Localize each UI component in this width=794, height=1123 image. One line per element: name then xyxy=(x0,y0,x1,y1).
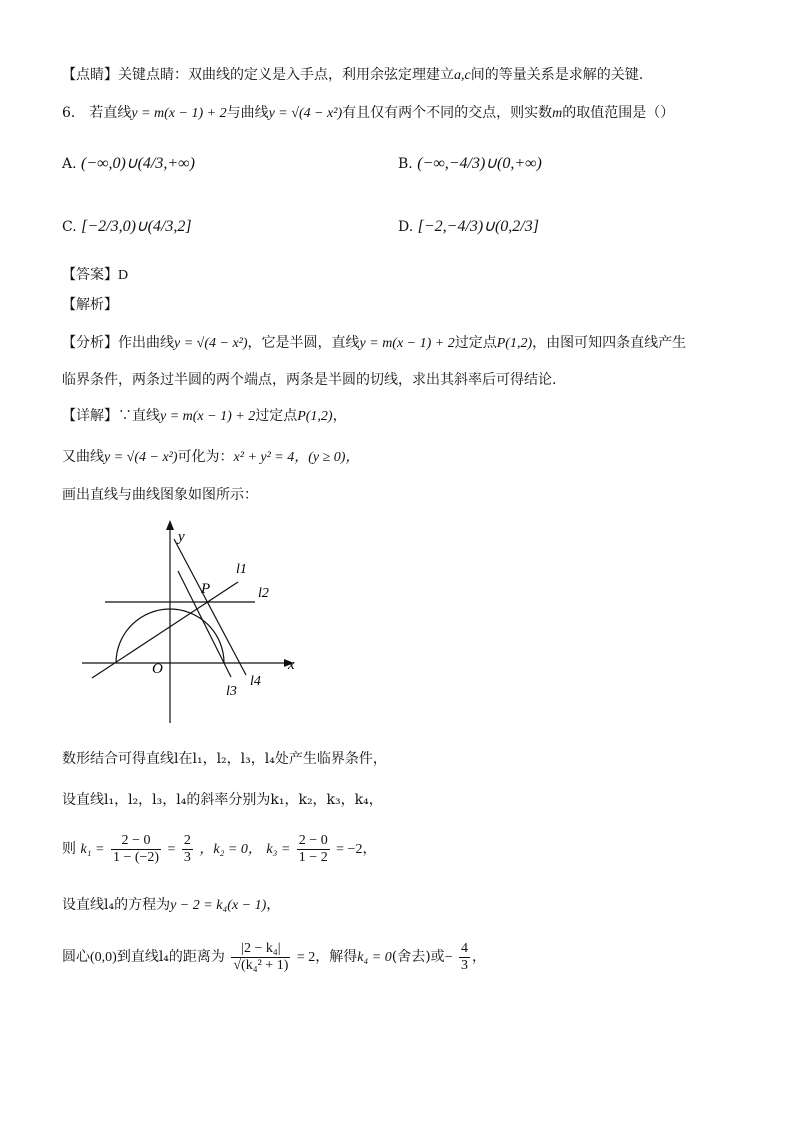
xiangjie-text-b: 过定点 xyxy=(255,408,298,424)
p-label: P xyxy=(201,581,211,597)
k4-frac xyxy=(459,941,470,974)
line-l4 xyxy=(174,539,246,675)
question-var: m xyxy=(552,106,563,121)
fenxi-line2: 临界条件，两条过半圆的两个端点，两条是半圆的切线，求出其斜率后可得结论. xyxy=(62,372,557,388)
xiangjie-line2-b: 可化为： xyxy=(177,449,234,465)
l5-a: 圆心 xyxy=(62,949,90,965)
l5-center: (0,0) xyxy=(90,950,117,965)
option-d xyxy=(398,215,539,239)
fenxi-point: P(1,2) xyxy=(496,336,533,351)
l3-label: l3 xyxy=(226,684,237,699)
distance-num: |2 − k₄| xyxy=(231,941,290,958)
option-a xyxy=(62,152,195,176)
question-text-a: 若直线 xyxy=(89,105,132,121)
answer-tag: 【答案】 xyxy=(62,267,118,283)
question-text-c: 有且仅有两个不同的交点，则实数 xyxy=(342,105,553,121)
y-axis-arrow xyxy=(166,520,174,530)
l5-b: 到直线l₄的距离为 xyxy=(116,949,225,965)
after-line-1 xyxy=(62,747,387,771)
note-tag: 【点睛】 xyxy=(62,67,118,83)
l4-label: l4 xyxy=(250,674,261,689)
option-d-value: [−2,−4/3)∪(0,2/3] xyxy=(417,218,539,235)
answer-value: D xyxy=(118,268,129,283)
fenxi-line-2 xyxy=(62,368,556,392)
l5-neg: − xyxy=(444,950,453,965)
after-l2: 设直线l₁，l₂，l₃，l₄的斜率分别为k₁，k₂，k₃，k₄， xyxy=(62,792,383,808)
fenxi-line-1 xyxy=(62,331,686,356)
k1-den: 1 − (−2) xyxy=(112,849,160,865)
xiangjie-text-a: ∵直线 xyxy=(118,408,160,424)
after-line-2 xyxy=(62,788,383,812)
xiangjie-tag: 【详解】 xyxy=(62,408,118,424)
l5-end: ， xyxy=(472,949,487,965)
option-c xyxy=(62,215,192,239)
figure xyxy=(70,515,310,730)
k4-den: 3 xyxy=(461,957,469,973)
k1-val-den: 3 xyxy=(183,849,191,865)
k1-val-num: 2 xyxy=(183,832,191,848)
distance-eq: = 2 xyxy=(296,950,316,965)
xiangjie-line-3 xyxy=(62,483,258,507)
xiangjie-line3: 画出直线与曲线图象如图所示： xyxy=(62,487,258,503)
k1-frac xyxy=(111,833,161,866)
question-line xyxy=(62,101,674,126)
fenxi-tag: 【分析】 xyxy=(62,335,118,351)
x-label: x xyxy=(288,657,295,673)
y-label: y xyxy=(178,529,185,545)
xiangjie-line-eq: y = m(x − 1) + 2 xyxy=(160,409,256,424)
k1-num: 2 − 0 xyxy=(111,833,161,850)
question-text-d: 的取值范围是（） xyxy=(562,105,675,121)
question-number: 6． xyxy=(62,105,85,121)
l4-text-a: 设直线l₄的方程为 xyxy=(62,897,171,913)
xiangjie-text-c: ， xyxy=(332,408,347,424)
analysis-tag: 【解析】 xyxy=(62,297,118,313)
l5-d: (舍去)或 xyxy=(391,949,445,965)
xiangjie-line2-a: 又曲线 xyxy=(62,449,104,465)
l5-k: k₄ = 0 xyxy=(357,950,392,965)
fenxi-text-c: 过定点 xyxy=(454,335,497,351)
after-line-3 xyxy=(62,830,376,869)
xiangjie-line-1 xyxy=(62,404,347,429)
l5-c: ，解得 xyxy=(315,949,358,965)
xiangjie-point: P(1,2) xyxy=(297,409,333,424)
option-d-label: D. xyxy=(398,219,414,235)
after-l3-pre: 则 xyxy=(62,841,76,857)
after-line-5 xyxy=(62,936,486,979)
k3-frac xyxy=(297,833,330,866)
answer-line xyxy=(62,263,128,288)
option-b xyxy=(398,152,542,176)
option-c-value: [−2/3,0)∪(4/3,2] xyxy=(81,218,192,235)
l1-label: l1 xyxy=(236,562,247,577)
after-line-4 xyxy=(62,893,280,918)
k3-res: = −2， xyxy=(336,842,377,857)
fenxi-curve-eq: y = √(4 − x²) xyxy=(174,336,248,351)
xiangjie-circle-eq: x² + y² = 4 xyxy=(233,450,295,465)
after-l1: 数形结合可得直线l在l₁，l₂，l₃，l₄处产生临界条件， xyxy=(62,751,387,767)
xiangjie-cond: ，(y ≥ 0)， xyxy=(294,450,360,465)
option-a-value: (−∞,0)∪(4/3,+∞) xyxy=(81,155,195,172)
k3-den: 1 − 2 xyxy=(298,849,328,865)
k3-lhs: k₃ = xyxy=(266,842,291,857)
k3-num: 2 − 0 xyxy=(298,832,328,848)
k1-eq: = xyxy=(167,842,176,857)
note-vars: a,c xyxy=(454,68,471,83)
note-line xyxy=(62,63,643,88)
question-curve-eq: y = √(4 − x²) xyxy=(268,106,343,121)
xiangjie-curve-eq: y = √(4 − x²) xyxy=(104,450,178,465)
k1-lhs: k₁ = xyxy=(80,842,105,857)
l4-eq: y − 2 = k₄(x − 1) xyxy=(170,898,267,913)
xiangjie-line-2 xyxy=(62,445,359,470)
fenxi-text-d: ，由图可知四条直线产生 xyxy=(532,335,687,351)
option-b-label: B. xyxy=(398,156,413,172)
fenxi-text-b: ，它是半圆，直线 xyxy=(247,335,360,351)
k1-val-frac xyxy=(182,833,193,866)
option-a-label: A. xyxy=(62,156,77,172)
k2-text: ，k₂ = 0， xyxy=(199,842,262,857)
option-c-label: C. xyxy=(62,219,77,235)
note-text-b: 间的等量关系是求解的关键. xyxy=(470,67,644,83)
fenxi-text-a: 作出曲线 xyxy=(118,335,174,351)
note-text-a: 关键点睛：双曲线的定义是入手点，利用余弦定理建立 xyxy=(118,67,454,83)
question-line-eq: y = m(x − 1) + 2 xyxy=(131,106,227,121)
k4-num: 4 xyxy=(461,940,469,956)
distance-den: √(k₄² + 1) xyxy=(233,957,289,973)
option-b-value: (−∞,−4/3)∪(0,+∞) xyxy=(417,155,542,172)
l2-label: l2 xyxy=(258,586,269,601)
question-text-b: 与曲线 xyxy=(226,105,269,121)
origin-label: O xyxy=(152,661,163,677)
distance-frac xyxy=(231,941,290,974)
l4-text-b: ， xyxy=(266,897,281,913)
analysis-line xyxy=(62,293,118,317)
fenxi-line-eq: y = m(x − 1) + 2 xyxy=(359,336,455,351)
